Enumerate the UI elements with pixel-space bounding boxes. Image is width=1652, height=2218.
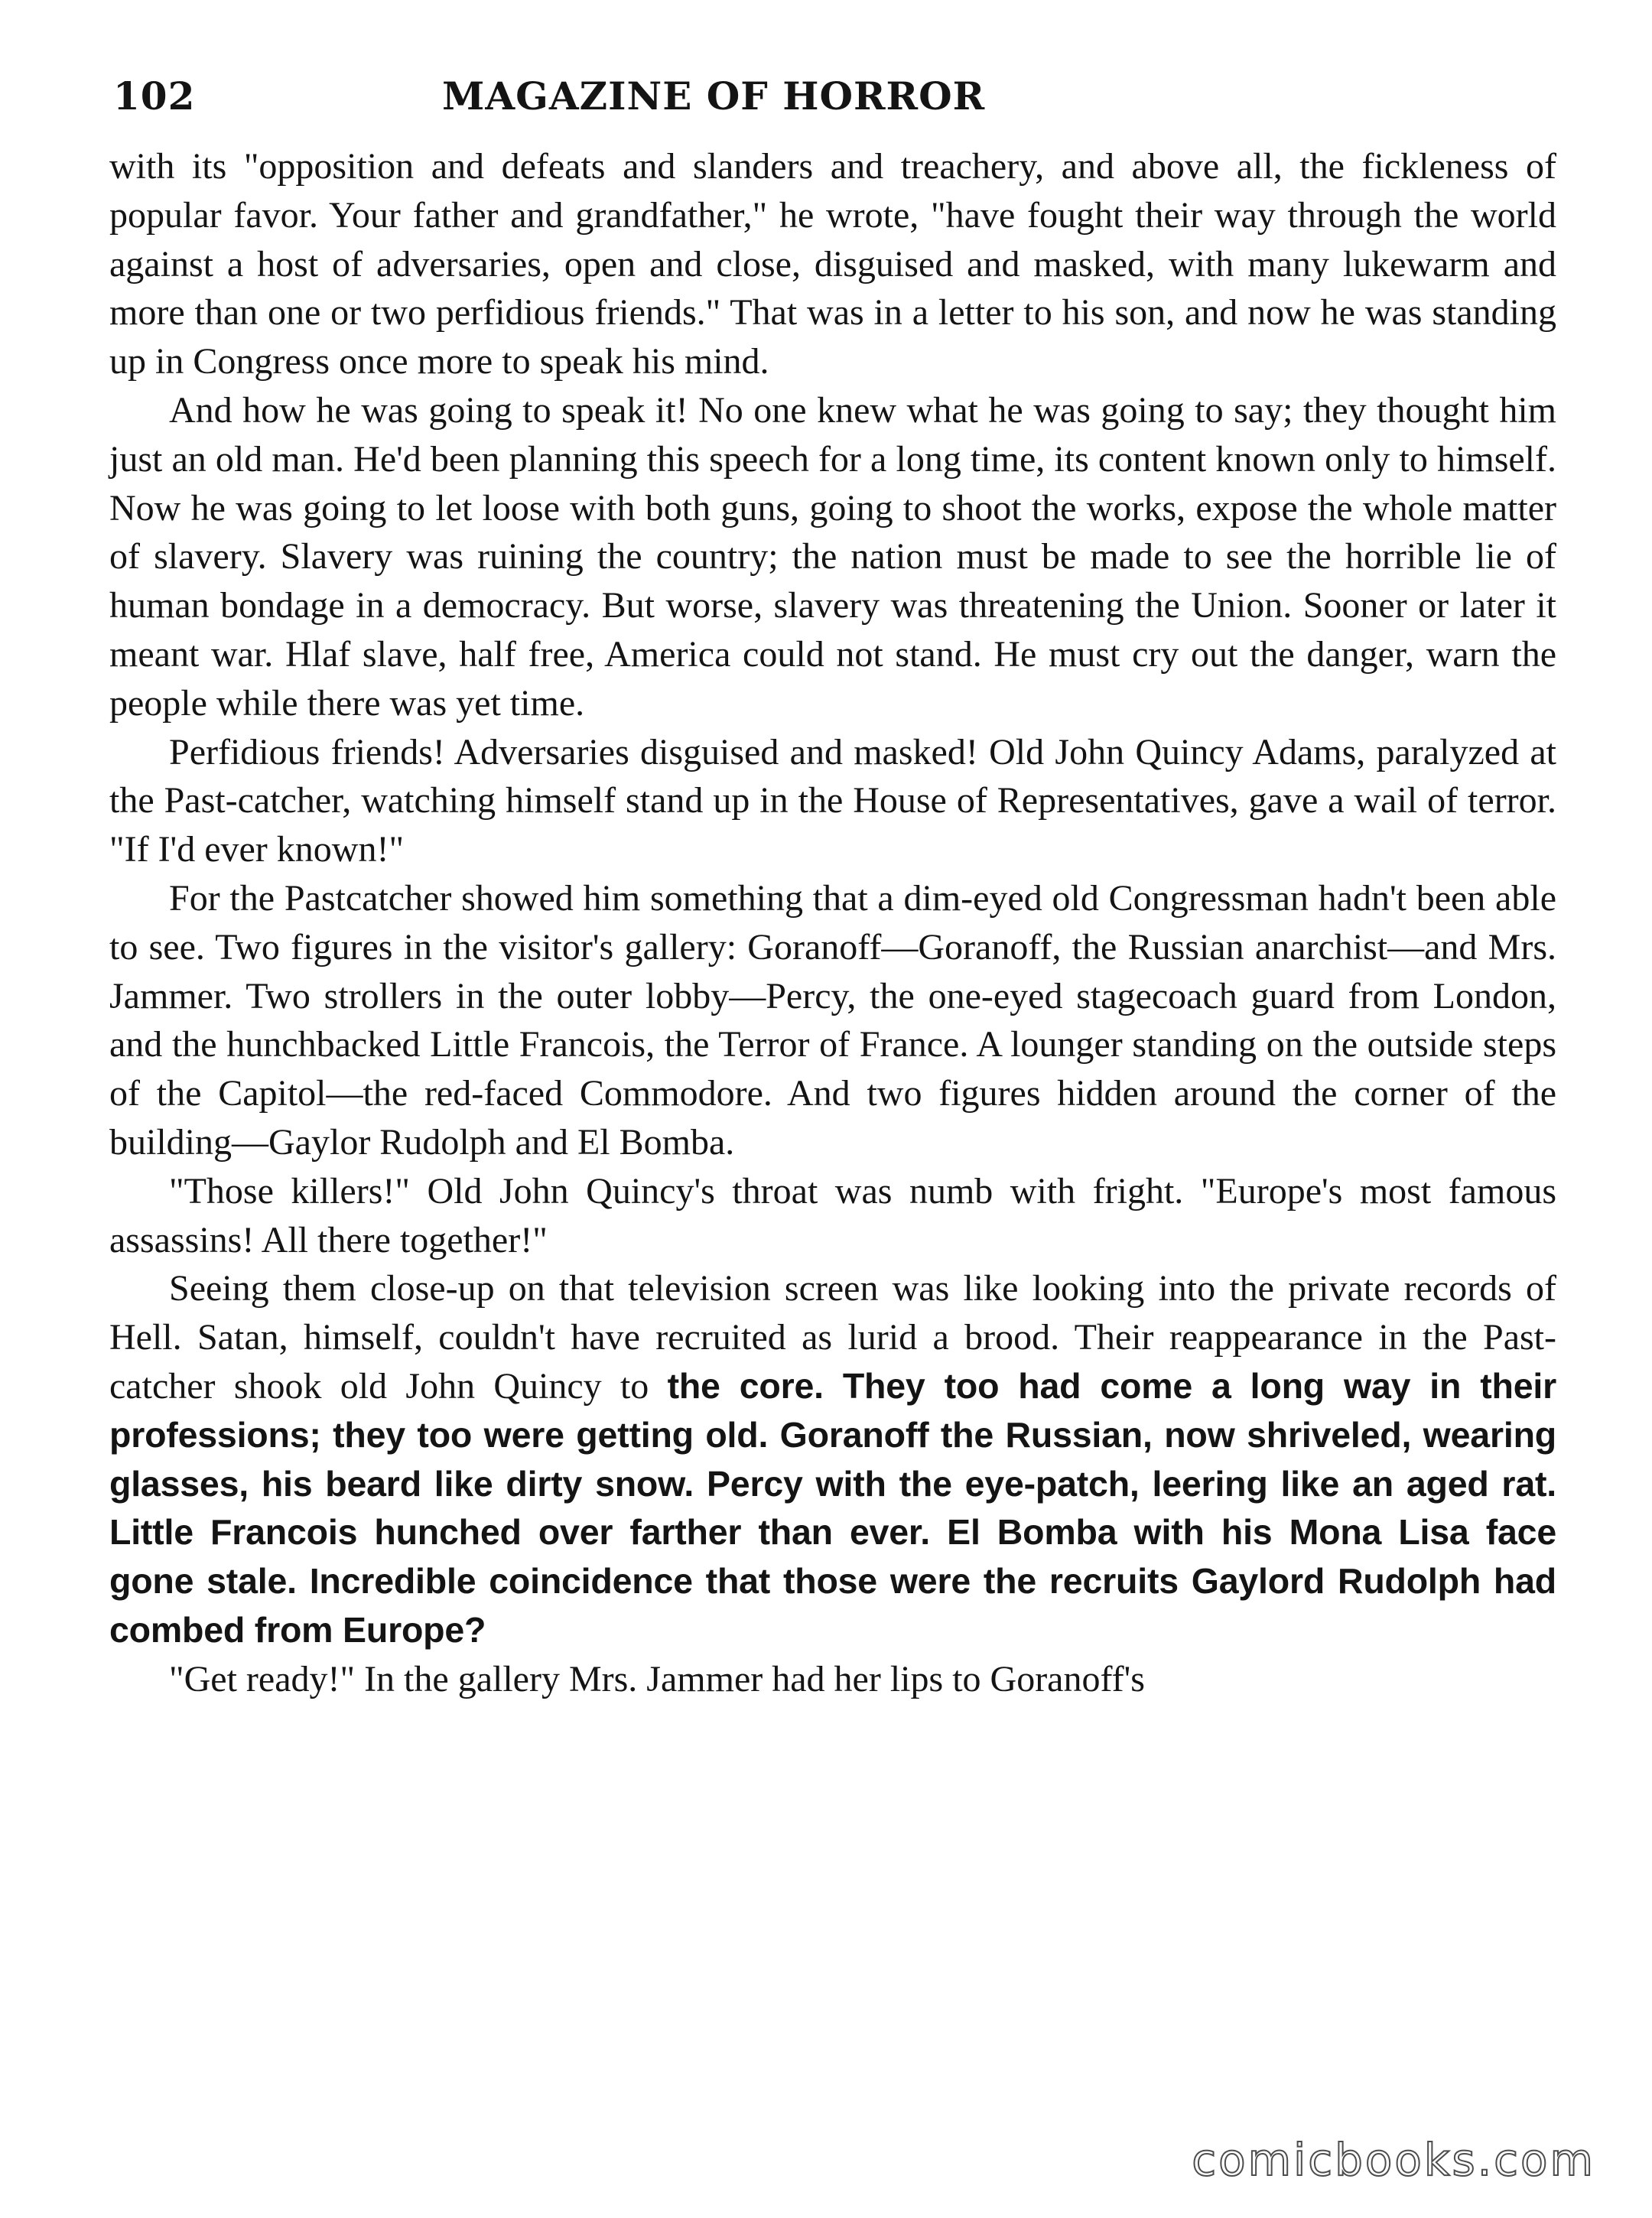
paragraph-3: Perfidious friends! Adversaries disguised and masked! Old John Quincy Adams, paralyzed at the Past-catcher, watching himself stand up in the House of Representatives, gave a wail of terror. "If I'd ever known!" <box>109 731 1556 870</box>
paragraph-1: with its "opposition and defeats and slanders and treachery, and above all, the fickleness of popular favor. Your father and grandfather," he wrote, "have fought their way through the world against a host of adversaries, open and close, disguised and masked, with many lukewarm and more than one or two perfidious friends." That was in a letter to his son, and now he was standing up in Congress once more to speak his mind. <box>109 146 1556 382</box>
paragraph-6 <box>109 1264 1556 1654</box>
paragraph-2: And how he was going to speak it! No one knew what he was going to say; they thought him just an old man. He'd been planning this speech for a long time, its content known only to himself. Now he was going to let loose with both guns, going to shoot the works, expose the whole matter of slavery. Slavery was ruining the country; the nation must be made to see the horrible lie of human bondage in a democracy. But worse, slavery was threatening the Union. Sooner or later it meant war. Hlaf slave, half free, America could not stand. He must cry out the danger, warn the people while there was yet time. <box>109 389 1556 724</box>
paragraph-4: For the Pastcatcher showed him something that a dim-eyed old Congressman hadn't been able to see. Two figures in the visitor's gallery: Goranoff—Goranoff, the Russian anarchist—and Mrs. Jammer. Two strollers in the outer lobby—Percy, the one-eyed stagecoach guard from London, and the hunchbacked Little Francois, the Terror of France. A lounger standing on the outside steps of the Capitol—the red-faced Commodore. And two figures hidden around the corner of the building—Gaylor Rudolph and El Bomba. <box>109 877 1556 1163</box>
page-header <box>113 73 1566 127</box>
story-text <box>109 142 1556 1704</box>
paragraph-5: "Those killers!" Old John Quincy's throat was numb with fright. "Europe's most famous assassins! All there together!" <box>109 1170 1556 1260</box>
paragraph-6-bold: the core. They too had come a long way in their professions; they too were getting old. Goranoff the Russian, now shriveled, wearing glasses, his beard like dirty snow. Percy with the eye-patch, leering like an aged rat. Little Francois hunched over farther than ever. El Bomba with his Mona Lisa face gone stale. Incredible coincidence that those were the recruits Gaylord Rudolph had combed from Europe? <box>109 1365 1556 1650</box>
paragraph-6-regular: Seeing them close-up on that television screen was like looking into the private records of Hell. Satan, himself, couldn't have recruited as lurid a brood. Their reappearance in the Past-catcher shook old John Quincy to <box>109 1268 1556 1407</box>
paragraph-7: "Get ready!" In the gallery Mrs. Jammer had her lips to Goranoff's <box>169 1658 1145 1699</box>
watermark-logo: comicbooks.com <box>1192 2134 1595 2186</box>
page-number: 102 <box>113 73 196 119</box>
running-title: MAGAZINE OF HORROR <box>442 73 986 119</box>
